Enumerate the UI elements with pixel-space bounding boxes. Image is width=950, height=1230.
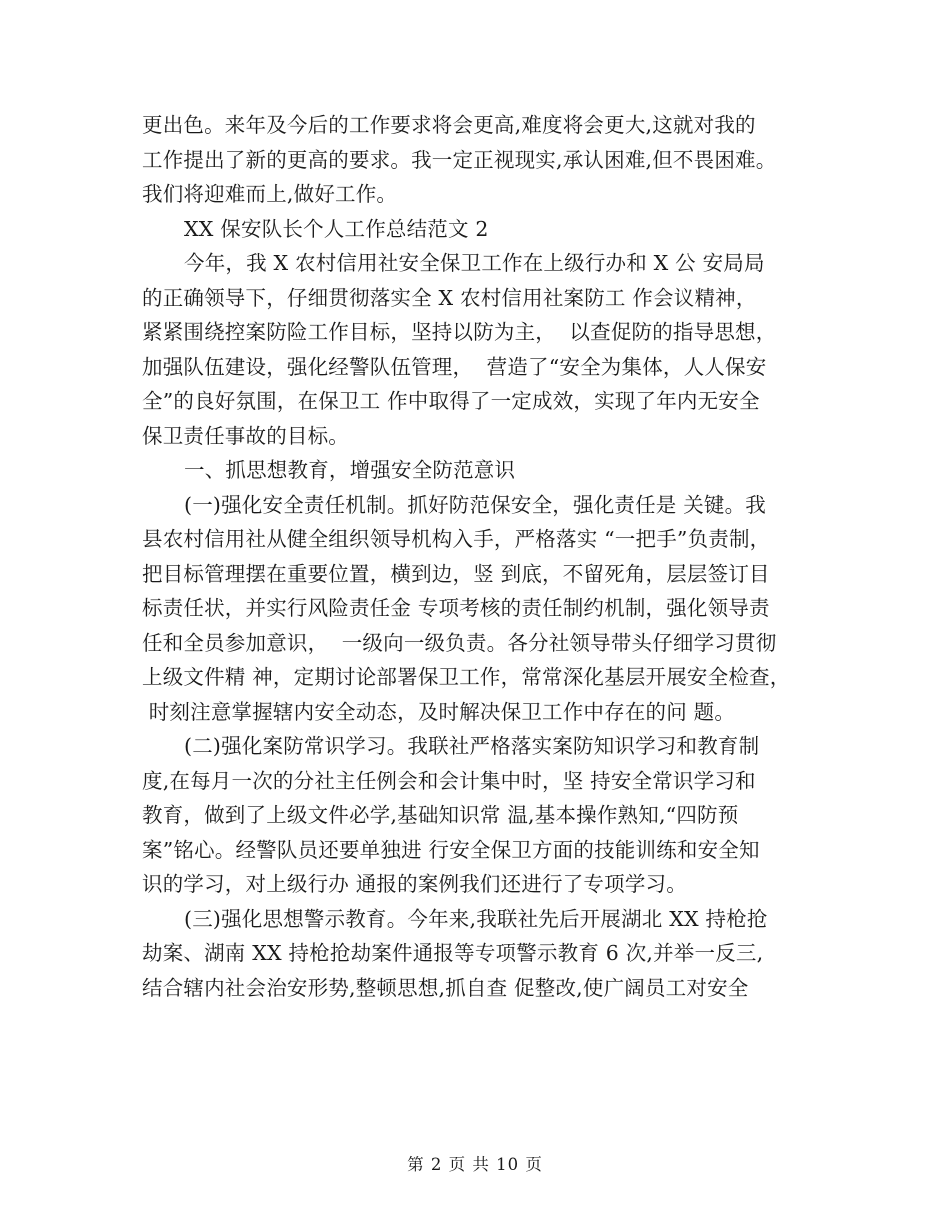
text-line: 保卫责任事故的目标。 [142,423,349,448]
text-line: (一)强化安全责任机制。抓好防范保安全，强化责任是 关键。我 [184,492,767,517]
text-line: 任和全员参加意识， 一级向一级负责。各分社领导带头仔细学习贯彻 [142,630,777,655]
text-line: 我们将迎难而上,做好工作。 [142,182,398,206]
text-line: 更出色。来年及今后的工作要求将会更高,难度将会更大,这就对我的 [142,113,756,137]
text-line: (二)强化案防常识学习。我联社严格落实案防知识学习和教育制 [184,734,760,758]
section-title: XX 保安队长个人工作总结范文 2 [184,216,489,241]
text-line: 加强队伍建设，强化经警队伍管理， 营造了“安全为集体，人人保安 [142,354,767,379]
text-line: 识的学习，对上级行办 通报的案例我们还进行了专项学习。 [142,872,687,896]
document-body [142,108,822,1005]
text-line: (三)强化思想警示教育。今年来,我联社先后开展湖北 XX 持枪抢 [184,906,768,931]
text-line: 紧紧围绕控案防险工作目标，坚持以防为主， 以查促防的指导思想， [142,320,777,344]
text-line: 劫案、湖南 XX 持枪抢劫案件通报等专项警示教育 6 次,并举一反三, [142,941,764,965]
text-line: 全”的良好氛围，在保卫工 作中取得了一定成效，实现了年内无安全 [142,389,760,413]
text-line: 工作提出了新的更高的要求。我一定正视现实,承认困难,但不畏困难。 [142,147,777,172]
text-line: 案”铭心。经警队员还要单独进 行安全保卫方面的技能训练和安全知 [142,837,760,862]
section-heading: 一、抓思想教育，增强安全防范意识 [184,458,516,482]
text-line: 的正确领导下，仔细贯彻落实全 X 农村信用社案防工 作会议精神， [142,285,757,310]
text-line: 时刻注意掌握辖内安全动态，及时解决保卫工作中存在的问 题。 [142,699,736,724]
text-line: 上级文件精 神，定期讨论部署保卫工作，常常深化基层开展安全检查， [142,665,791,689]
text-line: 教育，做到了上级文件必学,基础知识常 温,基本操作熟知,“四防预 [142,803,739,827]
text-line: 度,在每月一次的分社主任例会和会计集中时，坚 持安全常识学习和 [142,768,756,793]
text-line: 县农村信用社从健全组织领导机构入手，严格落实 “一把手”负责制， [142,527,771,551]
text-line: 把目标管理摆在重要位置，横到边，竖 到底，不留死角，层层签订目 [142,561,770,586]
text-line: 标责任状，并实行风险责任金 专项考核的责任制约机制，强化领导责 [142,596,770,620]
text-line: 今年，我 X 农村信用社安全保卫工作在上级行办和 X 公 安局局 [184,251,765,275]
page-footer: 第 2 页 共 10 页 [407,1155,543,1174]
text-line: 结合辖内社会治安形势,整顿思想,抓自查 促整改,使广阔员工对安全 [142,975,749,1000]
